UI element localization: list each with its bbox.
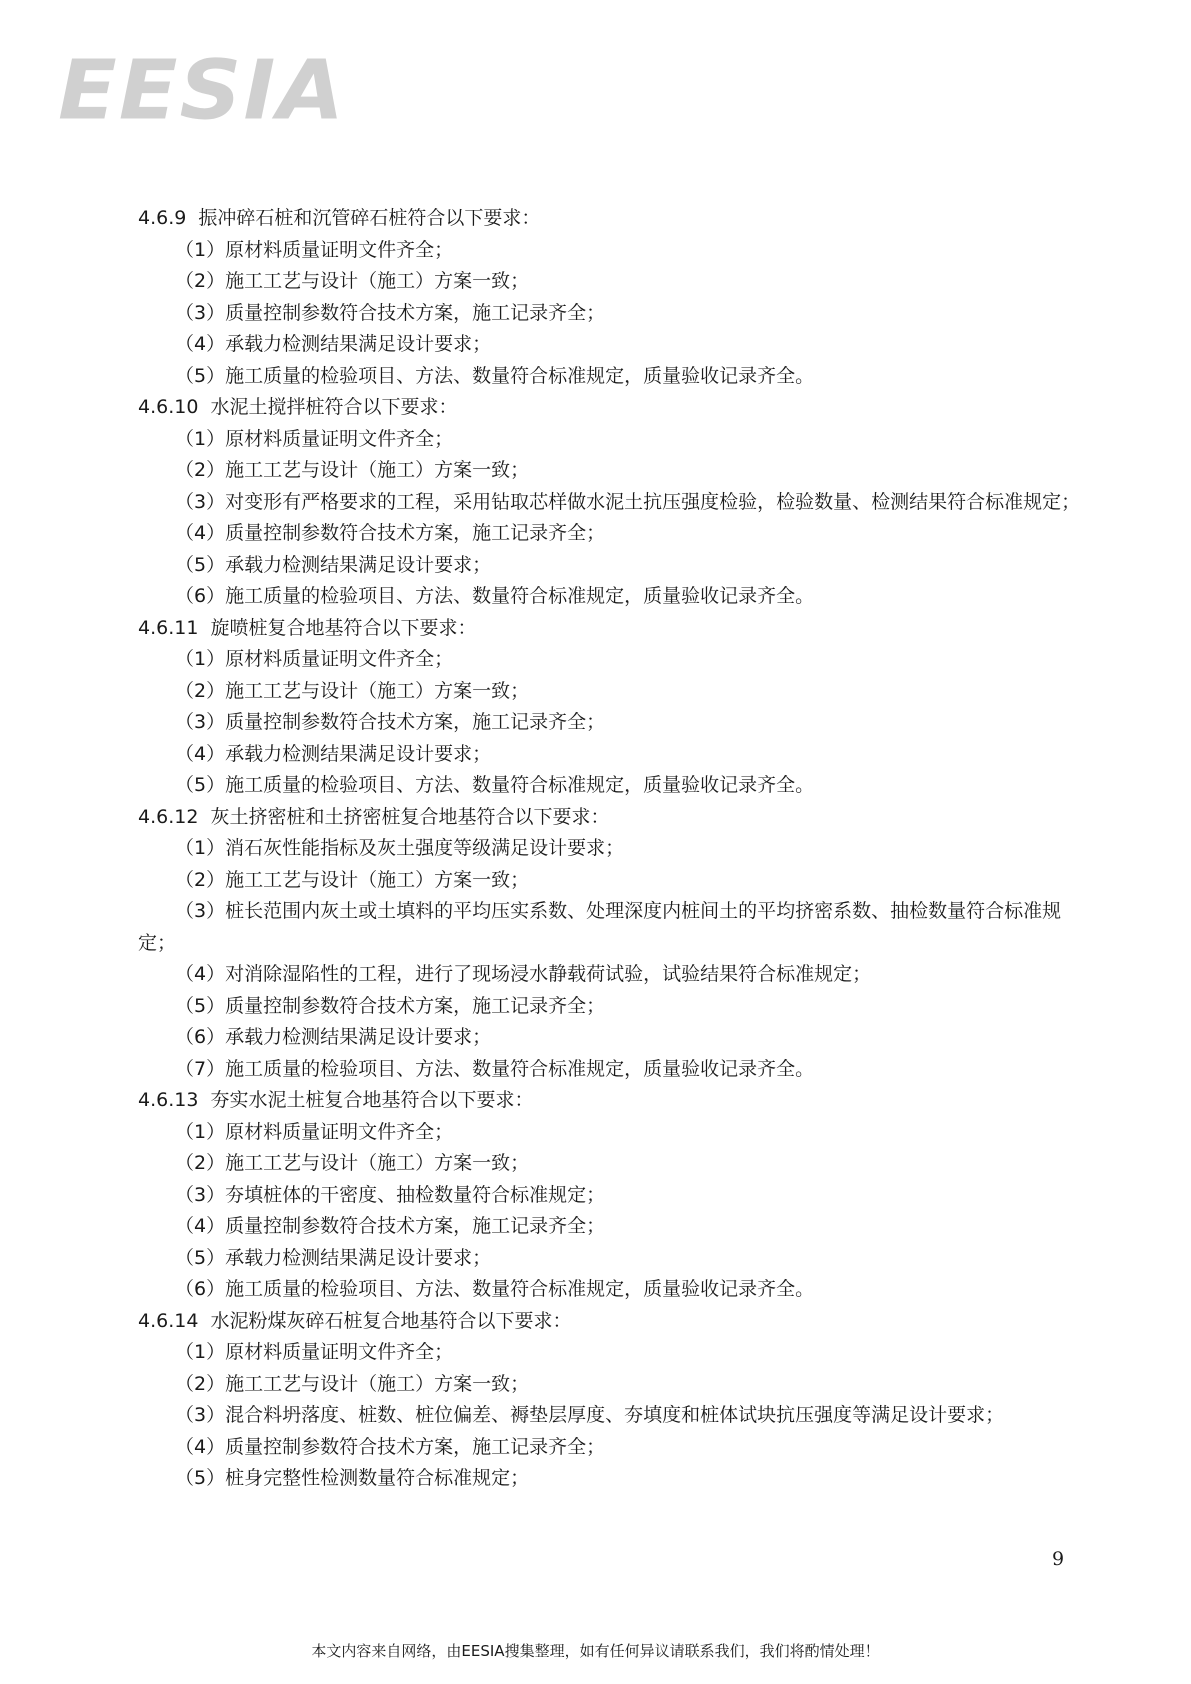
list-item: （5）施工质量的检验项目、方法、数量符合标准规定，质量验收记录齐全。 xyxy=(175,774,815,796)
section-heading xyxy=(138,613,1083,645)
list-item: （2）施工工艺与设计（施工）方案一致； xyxy=(175,459,530,481)
section-title: 水泥土搅拌桩符合以下要求： xyxy=(210,396,458,418)
list-item: （2）施工工艺与设计（施工）方案一致； xyxy=(175,270,530,292)
section-title: 旋喷桩复合地基符合以下要求： xyxy=(210,616,477,639)
list-item: （3）夯填桩体的干密度、抽检数量符合标准规定； xyxy=(175,1183,606,1206)
list-item: （2）施工工艺与设计（施工）方案一致； xyxy=(175,868,530,891)
list-item: （6）承载力检测结果满足设计要求； xyxy=(175,1026,492,1048)
list-item: （4）质量控制参数符合技术方案，施工记录齐全； xyxy=(175,1435,606,1458)
list-item: （2）施工工艺与设计（施工）方案一致； xyxy=(175,1152,530,1174)
section-title: 水泥粉煤灰碎石桩复合地基符合以下要求： xyxy=(210,1309,572,1332)
list-item: （3）质量控制参数符合技术方案，施工记录齐全； xyxy=(175,301,606,324)
list-item: （4）承载力检测结果满足设计要求； xyxy=(175,333,492,355)
list-item: （1）原材料质量证明文件齐全； xyxy=(175,648,454,670)
section-title: 振冲碎石桩和沉管碎石桩符合以下要求： xyxy=(198,207,541,229)
footer-disclaimer: 本文内容来自网络，由EESIA搜集整理，如有任何异议请联系我们，我们将酌情处理！ xyxy=(311,1642,880,1660)
list-item: （3）混合料坍落度、桩数、桩位偏差、褥垫层厚度、夯填度和桩体试块抗压强度等满足设计要求； xyxy=(175,1404,1005,1426)
list-item: （1）原材料质量证明文件齐全； xyxy=(175,238,454,261)
list-item: （5）施工质量的检验项目、方法、数量符合标准规定，质量验收记录齐全。 xyxy=(175,364,815,387)
section-heading xyxy=(138,203,1083,235)
list-item: （1）消石灰性能指标及灰土强度等级满足设计要求； xyxy=(175,837,625,859)
list-item: （1）原材料质量证明文件齐全； xyxy=(175,1120,454,1143)
list-item: （4）质量控制参数符合技术方案，施工记录齐全； xyxy=(175,522,606,544)
section-heading xyxy=(138,802,1083,834)
list-item: （5）承载力检测结果满足设计要求； xyxy=(175,1246,492,1269)
section-heading xyxy=(138,392,1083,424)
list-item: （4）质量控制参数符合技术方案，施工记录齐全； xyxy=(175,1215,606,1237)
list-item: （3）质量控制参数符合技术方案，施工记录齐全； xyxy=(175,711,606,733)
list-item: （7）施工质量的检验项目、方法、数量符合标准规定，质量验收记录齐全。 xyxy=(175,1057,815,1080)
section-title: 夯实水泥土桩复合地基符合以下要求： xyxy=(210,1089,534,1111)
list-item: （4）对消除湿陷性的工程，进行了现场浸水静载荷试验，试验结果符合标准规定； xyxy=(175,963,872,985)
list-item: （6）施工质量的检验项目、方法、数量符合标准规定，质量验收记录齐全。 xyxy=(175,1278,815,1300)
list-item: （5）承载力检测结果满足设计要求； xyxy=(175,553,492,576)
eesia-logo: EESIA xyxy=(58,43,346,139)
list-item: （3）对变形有严格要求的工程，采用钻取芯样做水泥土抗压强度检验，检验数量、检测结果符合标准规定； xyxy=(175,490,1081,513)
list-item: （3）桩长范围内灰土或土填料的平均压实系数、处理深度内桩间土的平均挤密系数、抽检数量符合标准规定； xyxy=(138,900,1062,954)
section-number: 4.6.13 xyxy=(138,1089,199,1111)
section-number: 4.6.12 xyxy=(138,805,199,828)
section-title: 灰土挤密桩和土挤密桩复合地基符合以下要求： xyxy=(210,805,610,828)
list-item: （1）原材料质量证明文件齐全； xyxy=(175,1341,454,1363)
list-item: （5）质量控制参数符合技术方案，施工记录齐全； xyxy=(175,994,606,1017)
section-number: 4.6.11 xyxy=(138,616,199,639)
section-heading xyxy=(138,1306,1083,1338)
list-item: （2）施工工艺与设计（施工）方案一致； xyxy=(175,679,530,702)
section-number: 4.6.9 xyxy=(138,207,187,229)
list-item: （5）桩身完整性检测数量符合标准规定； xyxy=(175,1467,530,1489)
list-item: （4）承载力检测结果满足设计要求； xyxy=(175,742,492,765)
section-number: 4.6.14 xyxy=(138,1309,199,1332)
page-number: 9 xyxy=(1052,1548,1065,1570)
list-item: （1）原材料质量证明文件齐全； xyxy=(175,427,454,450)
document-body xyxy=(138,203,1083,1495)
list-item: （6）施工质量的检验项目、方法、数量符合标准规定，质量验收记录齐全。 xyxy=(175,585,815,607)
section-number: 4.6.10 xyxy=(138,396,199,418)
list-item: （2）施工工艺与设计（施工）方案一致； xyxy=(175,1372,530,1395)
section-heading xyxy=(138,1085,1083,1117)
